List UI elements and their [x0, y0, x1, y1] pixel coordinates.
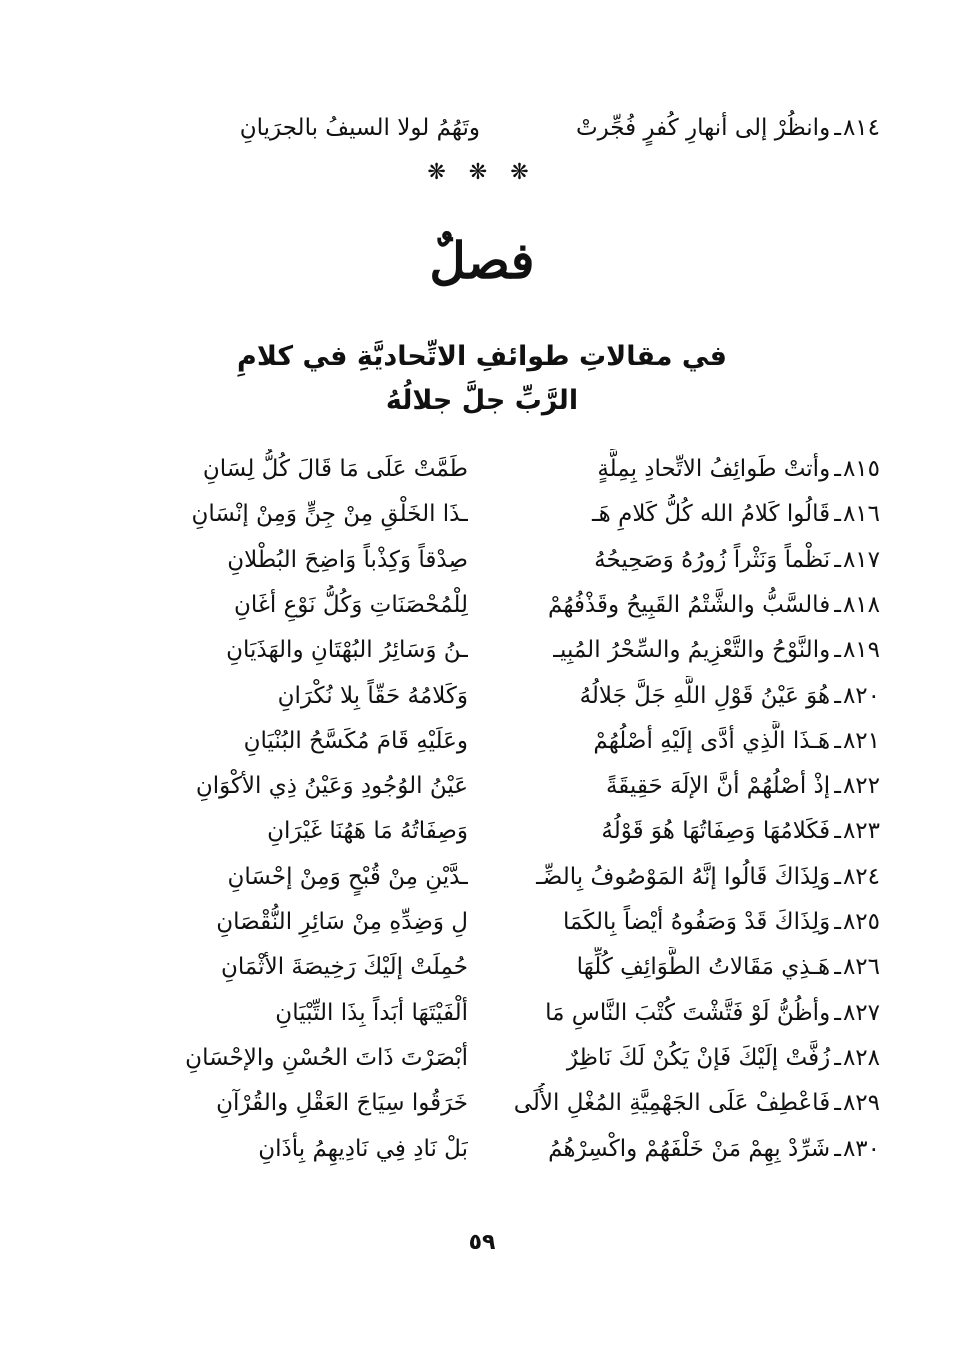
verse-number: ٨٢٥ [842, 909, 880, 935]
verse-dash: ـ [834, 546, 841, 573]
verse-second-hemistich [90, 947, 468, 987]
verse-first-hemistich [480, 902, 880, 942]
hemistich-text: وانظُرْ إلى أنهارِ كُفرٍ فُجِّرتْ [575, 115, 831, 141]
verse-dash: ـ [834, 1044, 841, 1071]
hemistich-text: إذْ أصْلُهُمْ أنَّ الإلَهَ حَقِيقَةً [605, 773, 831, 800]
verse-second-hemistich [90, 585, 468, 625]
verse-row [90, 902, 880, 942]
hemistich-text: لِ وَضِدِّهِ مِنْ سَائِرِ النُّقْصَانِ [216, 909, 468, 935]
verse-dash: ـ [834, 1090, 841, 1117]
section-heading-line-2: الرَّبِّ جلَّ جلالُهُ [385, 385, 579, 416]
verse-number: ٨٢٢ [842, 773, 880, 800]
verse-number: ٨١٧ [842, 546, 880, 573]
verse-number: ٨٢٠ [842, 682, 880, 709]
hemistich-text: هُوَ عَيْنُ قَوْلِ اللَّهِ جَلَّ جَلالُهُ [579, 682, 831, 709]
verse-row [90, 494, 880, 534]
hemistich-text: وعَلَيْهِ قَامَ مُكَسَّحُ البُنْيَانِ [243, 727, 468, 754]
verse-814 [90, 108, 880, 148]
verse-row [90, 993, 880, 1033]
verse-second-hemistich [90, 540, 468, 580]
verse-second-hemistich [90, 766, 468, 806]
verse-dash: ـ [834, 456, 841, 482]
verse-row [90, 1083, 880, 1123]
verse-row [90, 676, 880, 716]
hemistich-text: ألْفَيْتَهَا أبَداً بِذَا التِّبْيَانِ [275, 999, 468, 1026]
verse-number: ٨٣٠ [842, 1135, 880, 1162]
verse-first-hemistich [480, 540, 880, 580]
verse-row [90, 947, 880, 987]
hemistich-text: صِدْقاً وَكِذْباً وَاضِحَ البُطْلانِ [227, 546, 468, 573]
verse-row [90, 630, 880, 670]
hemistich-text: وأتتْ طَوائِفُ الاتِّحادِ بِمِلَّةٍ [597, 456, 831, 482]
verse-row [90, 811, 880, 851]
hemistich-text: فَاعْطِفْ عَلَى الجَهْمِيَّةِ المُغْلِ الأُلَى [513, 1090, 831, 1117]
hemistich-text: شَرِّدْ بِهِمْ مَنْ خَلْفَهُمْ واكْسِرْهُمُ [548, 1135, 831, 1162]
verse-number: ٨٢٧ [842, 999, 880, 1026]
hemistich-text: أبْصَرْتَ ذَاتَ الحُسْنِ والإحْسَانِ [185, 1044, 468, 1071]
verse-row [90, 766, 880, 806]
verse-second-hemistich [90, 1038, 468, 1078]
hemistich-text: لِلْمُحْصَنَاتِ وَكُلُّ نَوْعِ أغَانِ [233, 591, 468, 618]
hemistich-text: حُمِلَتْ إلَيْكَ رَخِيصَةَ الأثْمَانِ [220, 954, 468, 981]
hemistich-text: وَصِفَاتُهُ مَا هَهُنَا غَيْرَانِ [267, 818, 468, 845]
verse-dash: ـ [834, 863, 841, 890]
verse-first-hemistich [480, 811, 880, 851]
verse-second-hemistich [90, 811, 468, 851]
verse-number: ٨١٤ [842, 115, 880, 141]
verse-row [90, 857, 880, 897]
verse-first-hemistich [480, 1038, 880, 1078]
hemistich-text: هَـذِي مَقَالاتُ الطَّوَائِفِ كُلِّهَا [576, 954, 831, 981]
hemistich-text: هَـذَا الَّذِي أدَّى إلَيْهِ أصْلُهُمْ [593, 727, 831, 754]
verse-dash: ـ [834, 637, 841, 664]
verse-number: ٨١٨ [842, 591, 880, 618]
verse-number: ٨١٩ [842, 637, 880, 664]
verse-dash: ـ [834, 773, 841, 800]
verse-dash: ـ [834, 591, 841, 618]
verse-dash: ـ [834, 115, 841, 141]
verse-first-hemistich [480, 585, 880, 625]
verse-second-hemistich [90, 721, 468, 761]
verse-number: ٨٢٣ [842, 818, 880, 845]
verse-second-hemistich [90, 993, 468, 1033]
hemistich-text: فَكَلامُهَا وَصِفَاتُهَا هُوَ قَوْلُهُ [601, 818, 831, 845]
verse-second-hemistich [90, 857, 468, 897]
verse-row [90, 1038, 880, 1078]
verse-first-hemistich [480, 857, 880, 897]
verse-first-hemistich [480, 1083, 880, 1123]
hemistich-text: ـنُ وَسَائِرُ البُهْتَانِ والهَذَيَانِ [226, 637, 468, 664]
verse-number: ٨٢٩ [842, 1090, 880, 1117]
verse-second-hemistich [90, 494, 468, 534]
verse-number: ٨١٦ [842, 501, 880, 528]
verse-first-hemistich [480, 993, 880, 1033]
verse-dash: ـ [834, 818, 841, 845]
verse-dash: ـ [834, 954, 841, 981]
stars-separator: ❋ ❋ ❋ [427, 160, 537, 185]
page-number: ٥٩ [468, 1230, 496, 1255]
verse-first-hemistich [480, 494, 880, 534]
hemistich-text: وَكَلامُهُ حَقّاً بِلا نُكْرَانِ [277, 682, 468, 709]
verse-dash: ـ [834, 727, 841, 754]
verse-row [90, 1129, 880, 1169]
hemistich-text: بَلْ نَادِ فِي نَادِيهِمُ بِأذَانِ [258, 1135, 468, 1162]
hemistich-text: وَلِذَاكَ قَدْ وَصَفُوهُ أيْضاً بِالكَمَا [562, 909, 831, 935]
section-heading-line-1: في مقالاتِ طوائفِ الاتِّحاديَّةِ في كلامِ [237, 341, 727, 372]
verse-number: ٨٢٦ [842, 954, 880, 981]
hemistich-text: وأظُنُّ لَوْ فَتَّشْتَ كُتْبَ النَّاسِ مَا [545, 999, 831, 1026]
section-title: فصلٌ [429, 231, 535, 290]
verse-number: ٨١٥ [842, 456, 880, 482]
hemistich-text: وتَهُمُ لولا السيفُ بالجرَيانِ [239, 115, 480, 141]
verse-row [90, 585, 880, 625]
hemistich-text: خَرَقُوا سِيَاجَ العَقْلِ والقُرْآنِ [216, 1090, 468, 1117]
verse-first-hemistich [480, 676, 880, 716]
verse-dash: ـ [834, 501, 841, 528]
hemistich-text: عَيْنُ الوُجُودِ وَعَيْنُ ذِي الأكْوَانِ [195, 773, 468, 800]
verse-first-hemistich [480, 1129, 880, 1169]
verse-dash: ـ [834, 682, 841, 709]
verse-row [90, 449, 880, 489]
verse-second-hemistich [90, 449, 468, 489]
verse-row [90, 540, 880, 580]
verse-first-hemistich [480, 947, 880, 987]
verse-number: ٨٢٨ [842, 1044, 880, 1071]
verse-second-hemistich [90, 1129, 468, 1169]
verse-second-hemistich [90, 902, 468, 942]
verse-row [90, 721, 880, 761]
verse-dash: ـ [834, 1135, 841, 1162]
verse-first-hemistich [480, 449, 880, 489]
hemistich-text: قَالُوا كَلامُ الله كُلُّ كَلامِ هَـ [591, 501, 831, 528]
verse-second-hemistich [90, 630, 468, 670]
hemistich-text: ـذَا الخَلْقِ مِنْ جِنٍّ وَمِنْ إنْسَانِ [191, 501, 468, 528]
hemistich-text: طَمَّتْ عَلَى مَا قَالَ كُلُّ لِسَانِ [202, 456, 468, 482]
verse-second-hemistich [90, 108, 480, 148]
verse-first-hemistich [480, 766, 880, 806]
hemistich-text: نَظْماً وَنَثْراً زُورُهُ وَصَحِيحُهُ [594, 546, 831, 573]
verse-number: ٨٢٤ [842, 863, 880, 890]
verse-first-hemistich [480, 721, 880, 761]
verse-number: ٨٢١ [842, 727, 880, 754]
hemistich-text: وَلِذَاكَ قَالُوا إنَّهُ المَوْصُوفُ بِالضِّـ [536, 863, 831, 890]
verse-first-hemistich [490, 108, 880, 148]
verse-second-hemistich [90, 1083, 468, 1123]
verse-dash: ـ [834, 999, 841, 1026]
hemistich-text: زُفَّتْ إلَيْكَ فَإنْ يَكُنْ لَكَ نَاظِرٌ [566, 1044, 831, 1071]
verse-dash: ـ [834, 909, 841, 935]
verse-first-hemistich [480, 630, 880, 670]
hemistich-text: ـدَّيْنِ مِنْ قُبْحٍ وَمِنْ إحْسَانِ [227, 863, 468, 890]
hemistich-text: فالسَّبُّ والشَّتْمُ القَبِيحُ وقَذْفُهُمْ [548, 591, 831, 618]
verse-second-hemistich [90, 676, 468, 716]
hemistich-text: والنَّوْحُ والتَّعْزِيمُ والسِّحْرُ المُبِيـ [553, 637, 831, 664]
